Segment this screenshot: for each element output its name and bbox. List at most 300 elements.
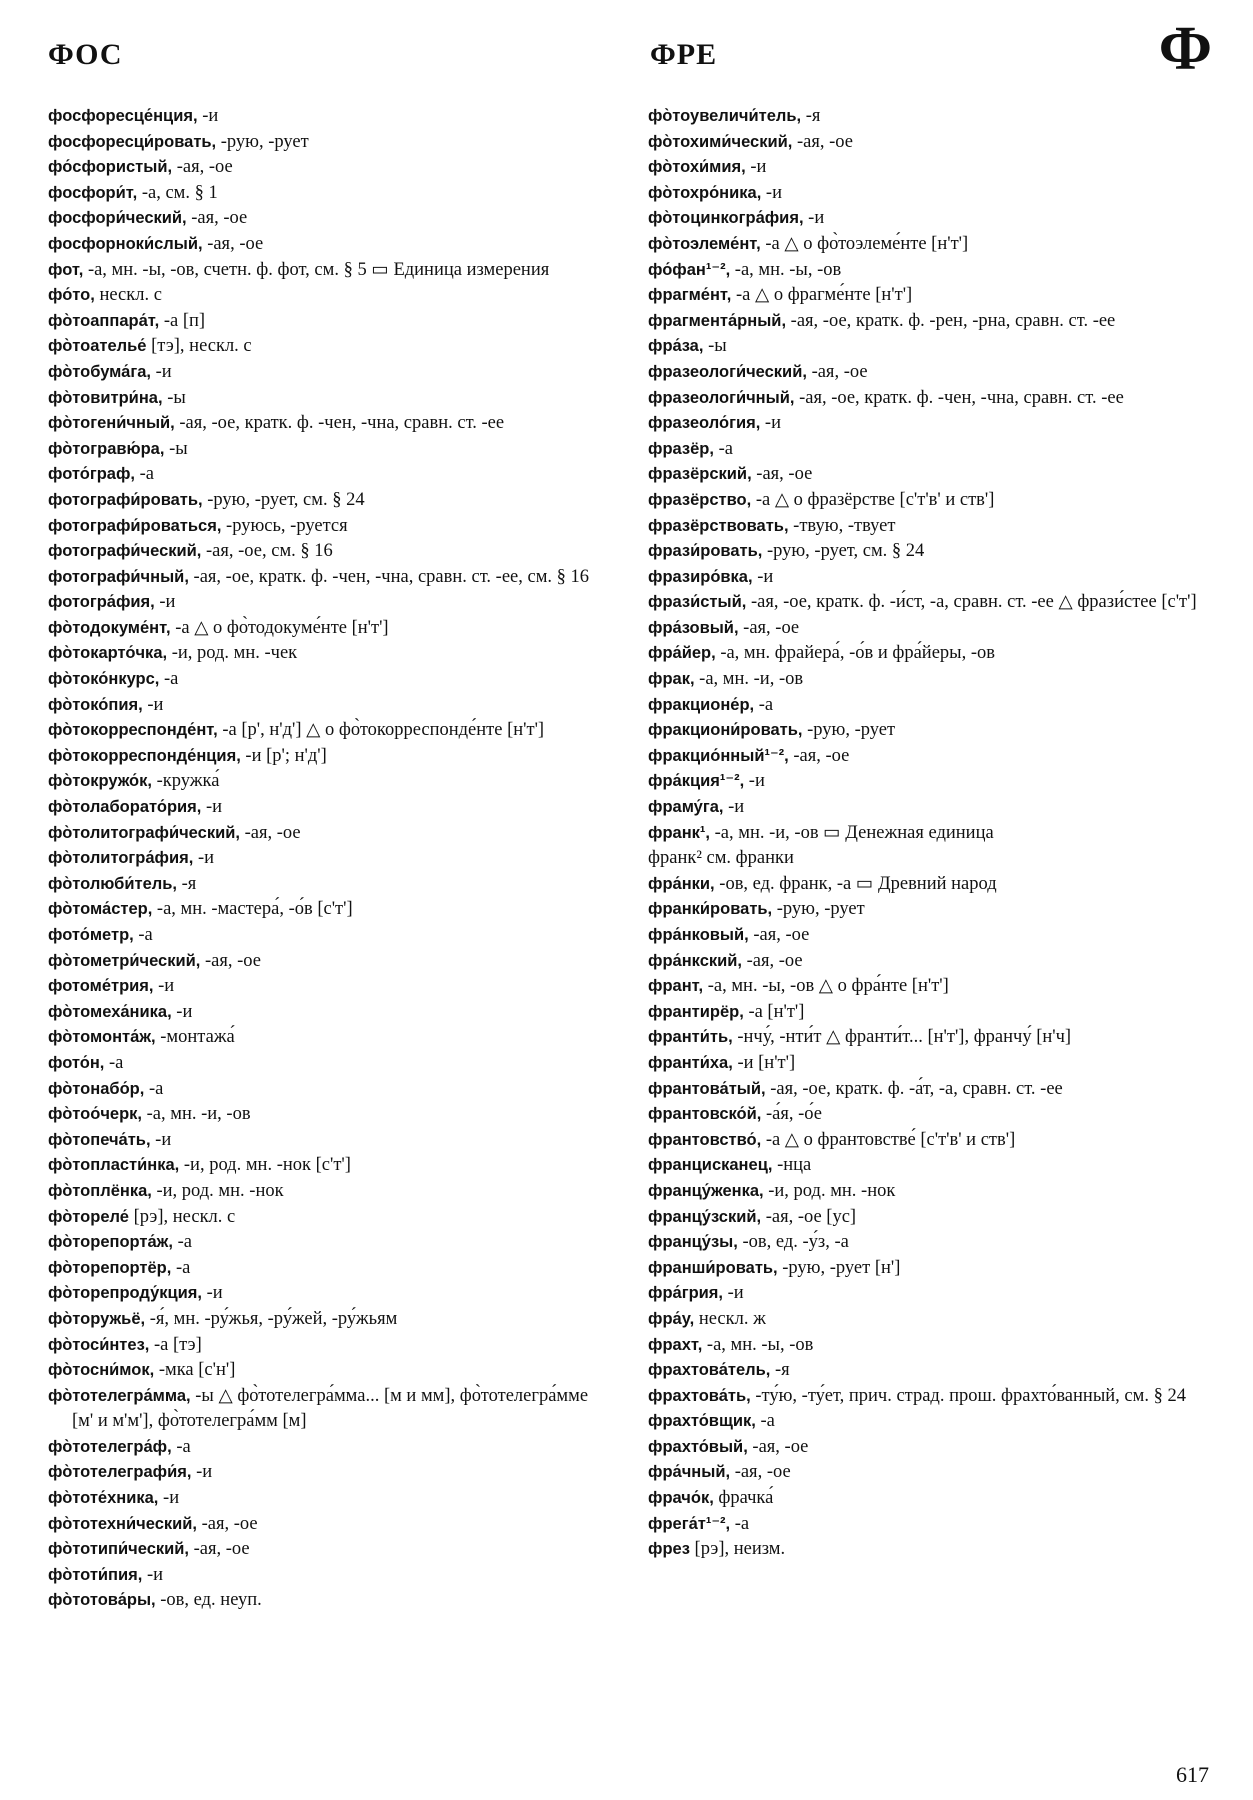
entry-headword: фотогра́фия,: [48, 593, 155, 612]
entry-definition: -а: [171, 1436, 191, 1457]
entry-definition: -рую, -рует, см. § 24: [202, 489, 365, 510]
entry-headword: фракциони́ровать,: [648, 721, 803, 740]
dictionary-entry: [48, 309, 613, 335]
entry-definition: -твую, -твует: [788, 515, 896, 536]
entry-definition: -ов, ед. франк, -а ▭ Древний народ: [714, 873, 997, 894]
entry-definition: -и: [745, 157, 767, 178]
entry-definition: -ы △ фо̀тотелегра́мма... [м и мм], фо̀тотелегра́мме [м' и м'м'], фо̀тотелегра́мм [м]: [72, 1385, 589, 1432]
entry-definition: -и [р'; н'д']: [240, 745, 327, 766]
dictionary-entry: [48, 846, 613, 872]
entry-definition: -ы: [703, 336, 727, 357]
entry-headword: франт,: [648, 977, 704, 996]
entry-headword: фо̀токружо́к,: [48, 772, 152, 791]
dictionary-entry: [648, 411, 1220, 437]
entry-headword: фра́у,: [648, 1309, 695, 1328]
entry-headword: фра́грия,: [648, 1284, 723, 1303]
entry-headword: фо̀тометри́ческий,: [48, 951, 201, 970]
dictionary-entry: [48, 1051, 613, 1077]
entry-definition: -нчу́, -нти́т △ франти́т... [н'т'], франчу́ [н'ч]: [732, 1027, 1072, 1048]
entry-definition: фрачка́: [713, 1488, 774, 1509]
dictionary-entry: [648, 718, 1220, 744]
running-head-right: ФРЕ: [650, 38, 718, 71]
dictionary-entry: [48, 897, 613, 923]
dictionary-entry: [48, 1460, 613, 1486]
entry-definition: -и: [760, 413, 781, 434]
dictionary-entry: [648, 693, 1220, 719]
entry-definition: -а, см. § 1: [137, 182, 218, 203]
entry-headword: фо̀топласти́нка,: [48, 1156, 180, 1175]
dictionary-entry: [648, 104, 1220, 130]
dictionary-entry: [648, 130, 1220, 156]
entry-definition: -я: [801, 106, 821, 126]
dictionary-entry: [48, 130, 613, 156]
entry-headword: францу́зы,: [648, 1233, 738, 1252]
entry-headword: фра́кция¹⁻²,: [648, 772, 745, 791]
entry-headword: фо̀токо́нкурс,: [48, 670, 160, 689]
entry-definition: -а: [172, 1232, 192, 1253]
dictionary-entry: [648, 1435, 1220, 1461]
dictionary-entry: [48, 1307, 613, 1333]
entry-headword: фот,: [48, 260, 84, 279]
entry-definition: -а: [755, 1411, 775, 1432]
entry-headword: фосфори́т,: [48, 183, 138, 202]
entry-definition: -ы: [162, 387, 186, 408]
entry-definition: -а, мн. фрайера́, -о́в и фра́йеры, -ов: [715, 643, 995, 664]
dictionary-entry: [648, 1205, 1220, 1231]
entry-definition: -ая, -ое: [738, 617, 800, 638]
dictionary-entry: [648, 616, 1220, 642]
entry-definition: -и: [752, 566, 774, 587]
entry-headword: франтовство́,: [648, 1130, 762, 1149]
entry-definition: -ая, -ое: [792, 131, 853, 152]
entry-headword: фо̀толаборато́рия,: [48, 798, 202, 817]
entry-headword: фо̀токорреспонде́нт,: [48, 721, 218, 740]
entry-headword: фразёрствовать,: [648, 516, 789, 535]
dictionary-entry: [648, 1512, 1220, 1538]
entry-definition: нескл. ж: [694, 1308, 766, 1329]
dictionary-entry: [648, 258, 1220, 284]
entry-headword: фра́нкский,: [648, 951, 743, 970]
entry-headword: фрази́стый,: [648, 593, 747, 612]
entry-headword: францисканец,: [648, 1156, 773, 1175]
dictionary-entry: [48, 795, 613, 821]
dictionary-entry: [648, 590, 1220, 616]
entry-headword: фразеологи́чный,: [648, 388, 795, 407]
entry-headword: фрахтова́тель,: [648, 1361, 771, 1380]
dictionary-entry: [48, 1358, 613, 1384]
dictionary-entry: [648, 1307, 1220, 1333]
entry-definition: -а, мн. -ы, -ов, счетн. ф. фот, см. § 5 ▭ Единица измерения: [83, 259, 550, 280]
entry-definition: -ая, -ое: [806, 361, 868, 382]
dictionary-entry: [48, 488, 613, 514]
entry-definition: -и: [803, 208, 825, 229]
dictionary-entry: [648, 488, 1220, 514]
entry-headword: фо̀тоте́хника,: [48, 1489, 159, 1508]
entry-headword: фо̀тотелегра́ф,: [48, 1437, 172, 1456]
entry-definition: -а [н'т']: [743, 1001, 805, 1022]
entry-headword: франк¹,: [648, 823, 710, 842]
entry-definition: -ов, ед. неуп.: [155, 1590, 262, 1611]
entry-headword: францу́зский,: [648, 1207, 762, 1226]
dictionary-entry: [648, 1153, 1220, 1179]
entry-headword: фосфоресце́нция,: [48, 107, 198, 125]
entry-headword: франти́ха,: [648, 1053, 733, 1072]
entry-headword: фосфорноки́слый,: [48, 234, 203, 253]
entry-headword: фрази́ровать,: [648, 542, 763, 561]
entry-headword: франтирёр,: [648, 1002, 744, 1021]
entry-definition: -я́, мн. -ру́жья, -ру́жей, -ру́жьям: [145, 1308, 398, 1329]
dictionary-entry: [48, 974, 613, 1000]
entry-definition: -рую, -рует [н']: [777, 1257, 901, 1278]
dictionary-entry: [648, 1384, 1220, 1410]
entry-headword: фо̀тосни́мок,: [48, 1361, 155, 1380]
entry-definition: -а, мн. -и, -ов ▭ Денежная единица: [710, 822, 994, 843]
dictionary-entry: [648, 539, 1220, 565]
entry-headword: фрагмента́рный,: [648, 311, 787, 330]
entry-headword: фо̀торепорта́ж,: [48, 1233, 173, 1252]
dictionary-entry: [648, 360, 1220, 386]
entry-definition: -а, мн. -и, -ов: [142, 1104, 251, 1125]
dictionary-entry: [48, 1435, 613, 1461]
dictionary-entry: [48, 1281, 613, 1307]
entry-headword: фра́нки,: [648, 874, 715, 893]
entry-definition: -монтажа́: [155, 1027, 235, 1048]
entry-definition: -а́я, -о́е: [761, 1104, 822, 1125]
entry-definition: -и: [154, 592, 176, 613]
entry-headword: фрачо́к,: [648, 1489, 714, 1508]
dictionary-entry: [48, 1486, 613, 1512]
dictionary-entry: [648, 1333, 1220, 1359]
dictionary-entry: [48, 334, 613, 360]
entry-definition: -и: [150, 361, 172, 382]
entry-headword: фотографи́ческий,: [48, 542, 202, 561]
dictionary-entry: [48, 437, 613, 463]
entry-headword: фо̀тогени́чный,: [48, 414, 175, 433]
dictionary-entry: [48, 744, 613, 770]
entry-definition: -а, мн. -мастера́, -о́в [с'т']: [152, 899, 353, 920]
entry-definition: -и, род. мн. -нок: [151, 1180, 284, 1201]
entry-definition: -а, мн. -ы, -ов: [730, 259, 842, 280]
entry-headword: фо̀тохи́мия,: [648, 158, 746, 177]
section-letter: Ф: [1158, 15, 1213, 83]
entry-headword: франки́ровать,: [648, 900, 773, 919]
entry-headword: фо̀торепортёр,: [48, 1258, 172, 1277]
entry-definition: -и: [744, 771, 765, 792]
dictionary-entry: [648, 232, 1220, 258]
entry-headword: фо̀торужьё,: [48, 1309, 146, 1328]
dictionary-entry: [48, 539, 613, 565]
dictionary-entry: [48, 590, 613, 616]
dictionary-entry: [48, 1205, 613, 1231]
dictionary-entry: [648, 1000, 1220, 1026]
dictionary-entry: [48, 1512, 613, 1538]
entry-headword: фо̀тотипи́ческий,: [48, 1540, 190, 1559]
dictionary-entry: [48, 1000, 613, 1026]
entry-headword: фо̀тоцинкогра́фия,: [648, 209, 804, 228]
dictionary-entry: [648, 1230, 1220, 1256]
entry-definition: -ая, -ое: [730, 1462, 791, 1483]
dictionary-entry: [648, 1537, 1220, 1563]
entry-headword: франтова́тый,: [648, 1079, 766, 1098]
entry-headword: фо̀толюби́тель,: [48, 874, 177, 893]
dictionary-entry: [648, 1077, 1220, 1103]
entry-definition: франк² см. франки: [648, 848, 794, 869]
entry-definition: -а [п]: [159, 310, 206, 331]
entry-definition: -мка [с'н']: [154, 1360, 236, 1381]
entry-headword: фо̀тоэлеме́нт,: [648, 234, 761, 253]
entry-headword: фо̀торепроду́кция,: [48, 1284, 203, 1303]
entry-headword: фрахто́вый,: [648, 1437, 748, 1456]
dictionary-entry: [48, 462, 613, 488]
entry-headword: фрак,: [648, 670, 695, 689]
entry-definition: -и: [761, 182, 782, 203]
entry-headword: фо̀тонабо́р,: [48, 1079, 145, 1098]
dictionary-entry: [648, 667, 1220, 693]
dictionary-entry: [648, 1102, 1220, 1128]
entry-headword: фразёр,: [648, 439, 714, 458]
dictionary-entry: [48, 769, 613, 795]
dictionary-entry: [648, 206, 1220, 232]
entry-definition: -а: [713, 438, 733, 459]
dictionary-entry: [648, 1486, 1220, 1512]
entry-headword: фрахто́вщик,: [648, 1412, 756, 1431]
entry-headword: фо̀токо́пия,: [48, 695, 143, 714]
entry-definition: -я: [177, 873, 197, 894]
entry-headword: фотографи́чный,: [48, 567, 189, 586]
dictionary-entry: [48, 949, 613, 975]
entry-definition: -рую, -рует: [216, 131, 309, 152]
dictionary-entry: [48, 872, 613, 898]
entry-definition: -ая, -ое: [200, 950, 261, 971]
entry-definition: -и, род. мн. -нок: [763, 1180, 896, 1201]
entry-headword: фотоме́трия,: [48, 977, 154, 996]
dictionary-entry: [48, 1153, 613, 1179]
dictionary-entry: [48, 1025, 613, 1051]
entry-headword: фрагме́нт,: [648, 286, 732, 305]
dictionary-entry: [48, 258, 613, 284]
entry-definition: нескл. с: [94, 285, 162, 306]
entry-definition: -и: [158, 1488, 180, 1509]
dictionary-entry: [648, 1128, 1220, 1154]
entry-headword: фрез: [648, 1540, 690, 1559]
entry-headword: фраму́га,: [648, 798, 724, 817]
dictionary-entry: [648, 1358, 1220, 1384]
entry-headword: фото́метр,: [48, 926, 134, 944]
entry-definition: -ая, -ое, кратк. ф. -чен, -чна, сравн. ст. -ее: [794, 387, 1124, 408]
entry-definition: -кружка́: [151, 771, 220, 792]
dictionary-entry: [48, 283, 613, 309]
entry-headword: фразиро́вка,: [648, 567, 753, 586]
dictionary-entry: [48, 411, 613, 437]
entry-headword: фо̀тоти́пия,: [48, 1565, 143, 1584]
dictionary-entry: [648, 334, 1220, 360]
running-head-left: ФОС: [48, 38, 123, 71]
dictionary-entry: [648, 821, 1220, 847]
dictionary-entry: [648, 155, 1220, 181]
entry-definition: -ая, -ое: [189, 1539, 250, 1560]
entry-definition: -и: [150, 1129, 172, 1150]
entry-definition: -а △ о фо̀тоэлеме́нте [н'т']: [760, 233, 969, 254]
entry-headword: фо̀томонта́ж,: [48, 1028, 156, 1047]
entry-definition: -и, род. мн. -нок [с'т']: [179, 1155, 351, 1176]
dictionary-entry: [648, 1460, 1220, 1486]
dictionary-entry: [648, 1025, 1220, 1051]
entry-headword: фо̀тодокуме́нт,: [48, 618, 171, 637]
entry-definition: -и, род. мн. -чек: [167, 643, 298, 664]
dictionary-entry: [48, 1128, 613, 1154]
entry-definition: -ая, -ое: [751, 464, 813, 485]
entry-definition: -ая, -ое: [742, 950, 803, 971]
entry-headword: фразёрский,: [648, 465, 752, 484]
dictionary-entry: [48, 386, 613, 412]
dictionary-entry: [48, 1077, 613, 1103]
entry-definition: -ов, ед. -у́з, -а: [737, 1232, 849, 1253]
entry-definition: -и: [193, 848, 215, 869]
entry-definition: -а, мн. -ы, -ов: [702, 1334, 814, 1355]
entry-definition: -а: [144, 1078, 164, 1099]
entry-headword: фо̀тоо́черк,: [48, 1105, 142, 1124]
dictionary-entry: [48, 1563, 613, 1589]
entry-headword: фо̀тоси́нтез,: [48, 1335, 150, 1354]
entry-definition: [рэ], неизм.: [689, 1539, 786, 1560]
entry-definition: -рую, -рует: [772, 899, 865, 920]
entry-definition: -ая, -ое, кратк. ф. -рен, -рна, сравн. ст. -ее: [786, 310, 1116, 331]
entry-headword: фо̀тоателье́: [48, 337, 147, 356]
entry-headword: франши́ровать,: [648, 1258, 778, 1277]
dictionary-entry: [48, 693, 613, 719]
entry-definition: -а △ о франтовстве́ [с'т'в' и ств']: [761, 1129, 1016, 1150]
dictionary-entry: [648, 795, 1220, 821]
entry-headword: фотографи́роваться,: [48, 516, 222, 535]
dictionary-entry: [48, 1384, 613, 1435]
entry-definition: -руюсь, -руется: [221, 515, 348, 536]
entry-headword: фрахтова́ть,: [648, 1386, 751, 1405]
dictionary-entry: [648, 181, 1220, 207]
entry-headword: фо̀тогравю́ра,: [48, 439, 165, 458]
dictionary-entry: [48, 232, 613, 258]
dictionary-entry: [48, 616, 613, 642]
dictionary-entry: [648, 897, 1220, 923]
dictionary-entry: [648, 949, 1220, 975]
entry-headword: фо̀токорреспонде́нция,: [48, 746, 241, 765]
entry-headword: фо̀товитри́на,: [48, 388, 163, 407]
entry-definition: -ту́ю, -ту́ет, прич. страд. прош. фрахто́ванный, см. § 24: [750, 1385, 1186, 1406]
entry-definition: -а [тэ]: [149, 1334, 202, 1355]
entry-headword: фо̀толитогра́фия,: [48, 849, 194, 868]
entry-definition: -ая, -ое: [239, 822, 301, 843]
entry-definition: -и: [142, 694, 164, 715]
entry-headword: фо̀тоаппара́т,: [48, 311, 160, 330]
dictionary-entry: [648, 1179, 1220, 1205]
dictionary-entry: [48, 718, 613, 744]
entry-headword: фрега́т¹⁻²,: [648, 1514, 731, 1533]
entry-definition: -и: [191, 1462, 213, 1483]
left-column: [48, 104, 613, 1614]
entry-definition: -ая, -ое [ус]: [761, 1206, 857, 1227]
entry-headword: фо́то,: [48, 286, 95, 305]
entry-definition: -ая, -ое: [748, 925, 810, 945]
dictionary-entry: [648, 1409, 1220, 1435]
entry-definition: -ая, -ое: [202, 233, 264, 254]
entry-headword: фосфоресци́ровать,: [48, 132, 217, 151]
entry-headword: фо̀токарто́чка,: [48, 644, 168, 663]
entry-definition: [тэ], нескл. с: [146, 336, 252, 357]
entry-definition: -и: [723, 797, 745, 818]
entry-definition: -а △ о фо̀тодокуме́нте [н'т']: [170, 617, 389, 638]
dictionary-entry: [648, 974, 1220, 1000]
entry-definition: -а: [133, 925, 153, 945]
dictionary-entry: [648, 872, 1220, 898]
entry-headword: фотографи́ровать,: [48, 490, 203, 509]
dictionary-entry: [48, 821, 613, 847]
dictionary-entry: [648, 846, 1220, 872]
entry-definition: -ая, -ое: [197, 1513, 258, 1534]
dictionary-entry: [48, 1256, 613, 1282]
entry-headword: фо̀тореле́: [48, 1207, 129, 1226]
entry-definition: -ая, -ое, кратк. ф. -и́ст, -а, сравн. ст. -ее △ фрази́стее [с'т']: [746, 592, 1197, 613]
entry-headword: фра́йер,: [648, 644, 716, 663]
entry-headword: фракционе́р,: [648, 695, 755, 714]
entry-headword: фо̀толитографи́ческий,: [48, 823, 240, 842]
entry-headword: фра́зовый,: [648, 618, 739, 637]
dictionary-entry: [648, 1051, 1220, 1077]
dictionary-entry: [48, 1230, 613, 1256]
entry-headword: францу́женка,: [648, 1181, 764, 1200]
entry-headword: фо̀тотова́ры,: [48, 1591, 156, 1610]
entry-definition: -и: [171, 1001, 193, 1022]
entry-headword: фо̀тотелеграфи́я,: [48, 1463, 192, 1482]
entry-definition: -а, мн. -и, -ов: [694, 669, 804, 690]
right-column: [648, 104, 1220, 1563]
entry-headword: фо́сфористый,: [48, 158, 173, 177]
entry-definition: -а: [730, 1513, 750, 1534]
entry-definition: -ы: [164, 438, 188, 459]
dictionary-entry: [648, 514, 1220, 540]
entry-headword: фра́за,: [648, 337, 704, 356]
entry-headword: фо̀тотехни́ческий,: [48, 1514, 197, 1533]
entry-definition: -я: [770, 1360, 790, 1381]
entry-headword: фо̀тохро́ника,: [648, 183, 762, 202]
entry-definition: -ая, -ое, кратк. ф. -чен, -чна, сравн. ст. -ее, см. § 16: [188, 566, 590, 587]
entry-definition: -и: [197, 106, 219, 126]
entry-definition: -а: [159, 669, 179, 690]
dictionary-entry: [48, 565, 613, 591]
dictionary-entry: [648, 769, 1220, 795]
dictionary-entry: [648, 923, 1220, 949]
entry-headword: фото́граф,: [48, 465, 135, 484]
entry-definition: [рэ], нескл. с: [128, 1206, 236, 1227]
entry-headword: фразеологи́ческий,: [648, 362, 807, 381]
entry-headword: фразёрство,: [648, 490, 752, 509]
entry-headword: фото́н,: [48, 1053, 105, 1072]
entry-definition: -а [р', н'д'] △ о фо̀токорреспонде́нте [н'т']: [217, 720, 545, 741]
entry-definition: -ая, -ое: [186, 208, 248, 229]
dictionary-entry: [48, 1179, 613, 1205]
dictionary-entry: [648, 462, 1220, 488]
entry-definition: -ая, -ое, кратк. ф. -чен, -чна, сравн. ст. -ее: [174, 413, 505, 434]
entry-definition: -а: [754, 694, 774, 715]
dictionary-entry: [648, 565, 1220, 591]
dictionary-entry: [48, 667, 613, 693]
entry-definition: -а: [104, 1052, 124, 1073]
entry-definition: -а, мн. -ы, -ов △ о фра́нте [н'т']: [703, 976, 949, 997]
dictionary-entry: [48, 104, 613, 130]
dictionary-entry: [48, 206, 613, 232]
entry-definition: -а: [134, 464, 154, 485]
dictionary-entry: [648, 1256, 1220, 1282]
entry-headword: фо̀тохими́ческий,: [648, 132, 793, 151]
entry-definition: -ая, -ое: [172, 157, 233, 178]
